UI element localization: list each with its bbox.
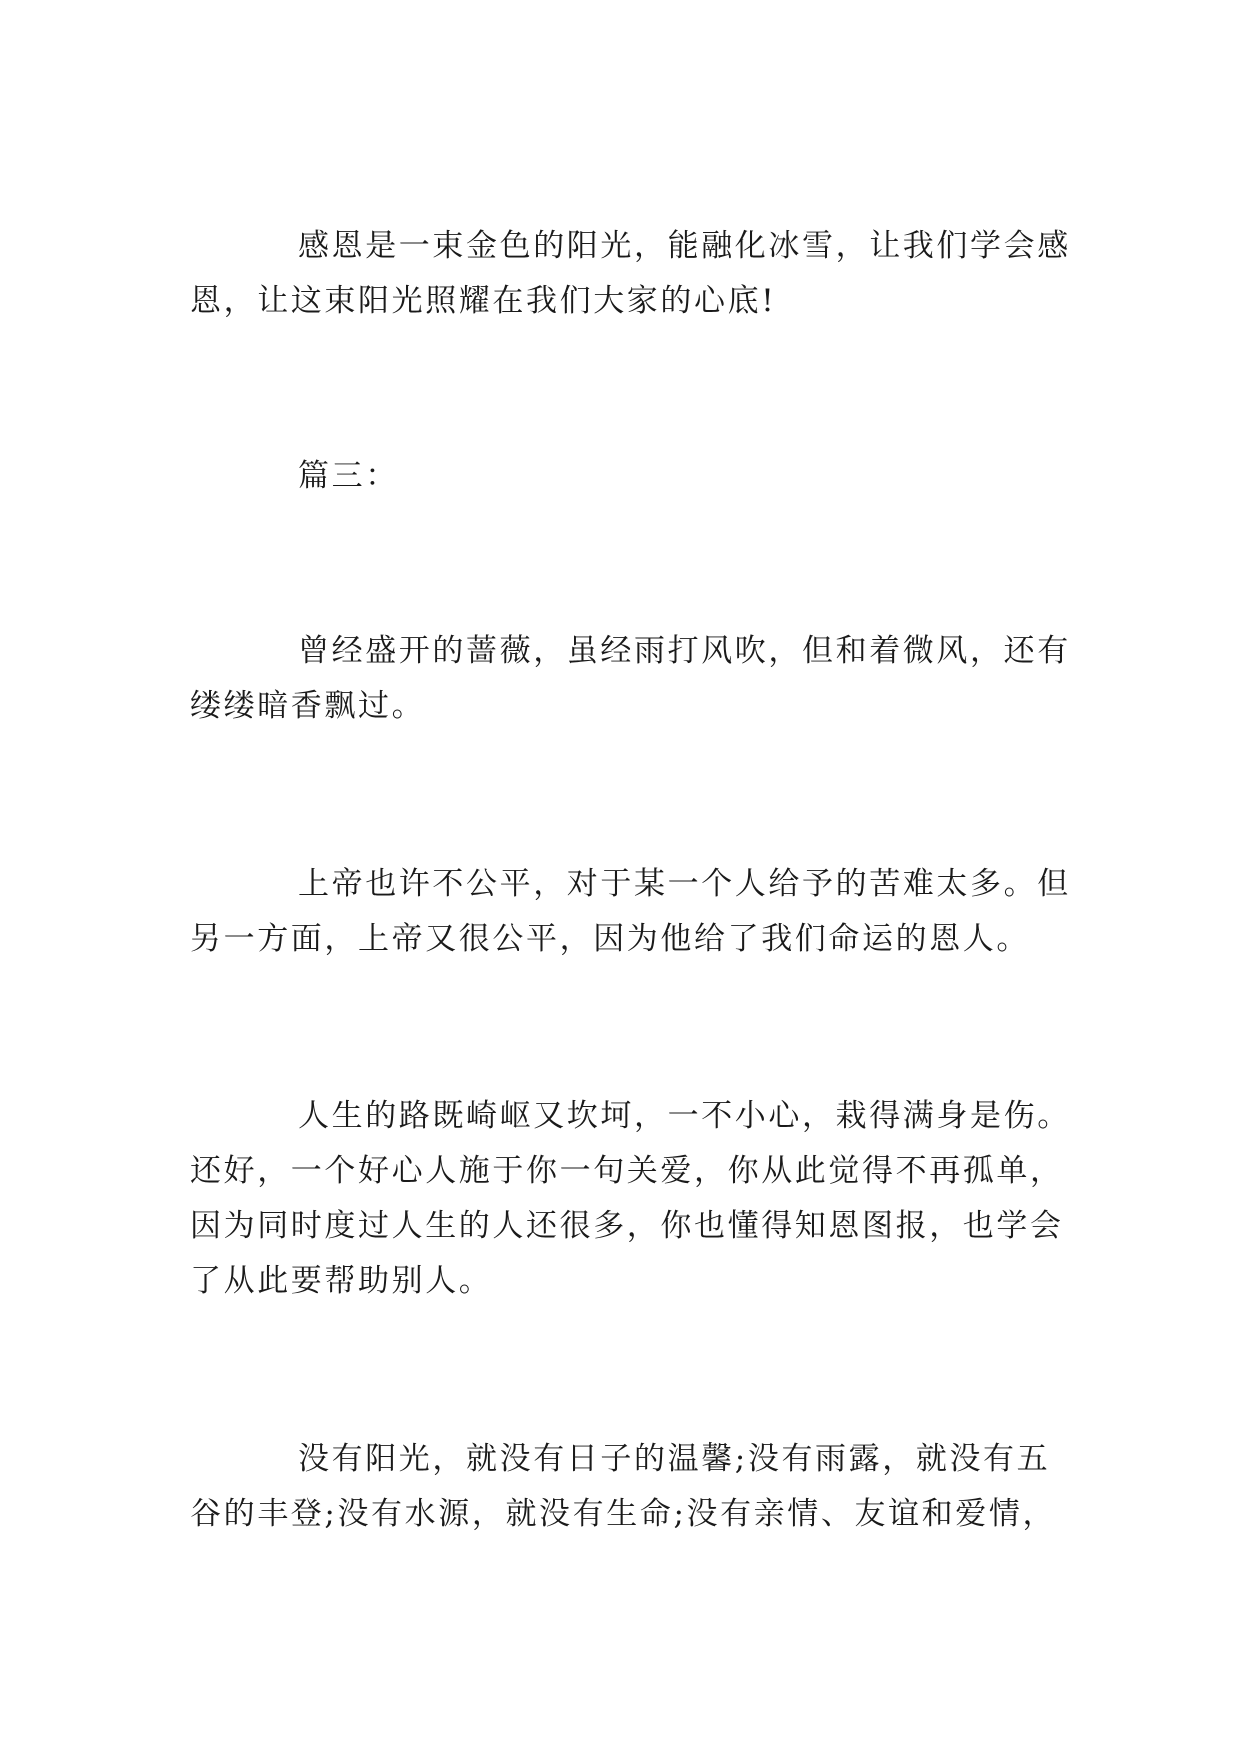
paragraph-line: 缕缕暗香飘过。	[190, 688, 426, 724]
paragraph-line: 上帝也许不公平，对于某一个人给予的苦难太多。但	[298, 866, 1071, 902]
paragraph-line: 人生的路既崎岖又坎坷，一不小心，栽得满身是伤。	[298, 1098, 1071, 1134]
paragraph-without-sunlight	[190, 1432, 1060, 1542]
paragraph-line: 还好，一个好心人施于你一句关爱，你从此觉得不再孤单，	[190, 1153, 1064, 1189]
paragraph-roses	[190, 624, 1071, 734]
section-heading-text: 篇三：	[298, 458, 399, 494]
paragraph-line: 曾经盛开的蔷薇，虽经雨打风吹，但和着微风，还有	[298, 633, 1071, 669]
paragraph-line: 了从此要帮助别人。	[190, 1263, 493, 1299]
paragraph-gratitude-sunlight	[190, 219, 1071, 329]
paragraph-line: 谷的丰登;没有水源，就没有生命;没有亲情、友谊和爱情，	[190, 1496, 1057, 1532]
section-heading	[190, 449, 1060, 504]
paragraph-line: 另一方面，上帝又很公平，因为他给了我们命运的恩人。	[190, 921, 1030, 957]
paragraph-line: 恩，让这束阳光照耀在我们大家的心底!	[190, 283, 777, 319]
paragraph-life-road	[190, 1089, 1071, 1309]
paragraph-god-fairness	[190, 857, 1071, 967]
paragraph-line: 因为同时度过人生的人还很多，你也懂得知恩图报，也学会	[190, 1208, 1064, 1244]
paragraph-line: 没有阳光，就没有日子的温馨;没有雨露，就没有五	[298, 1441, 1051, 1477]
paragraph-line: 感恩是一束金色的阳光，能融化冰雪，让我们学会感	[298, 228, 1071, 264]
